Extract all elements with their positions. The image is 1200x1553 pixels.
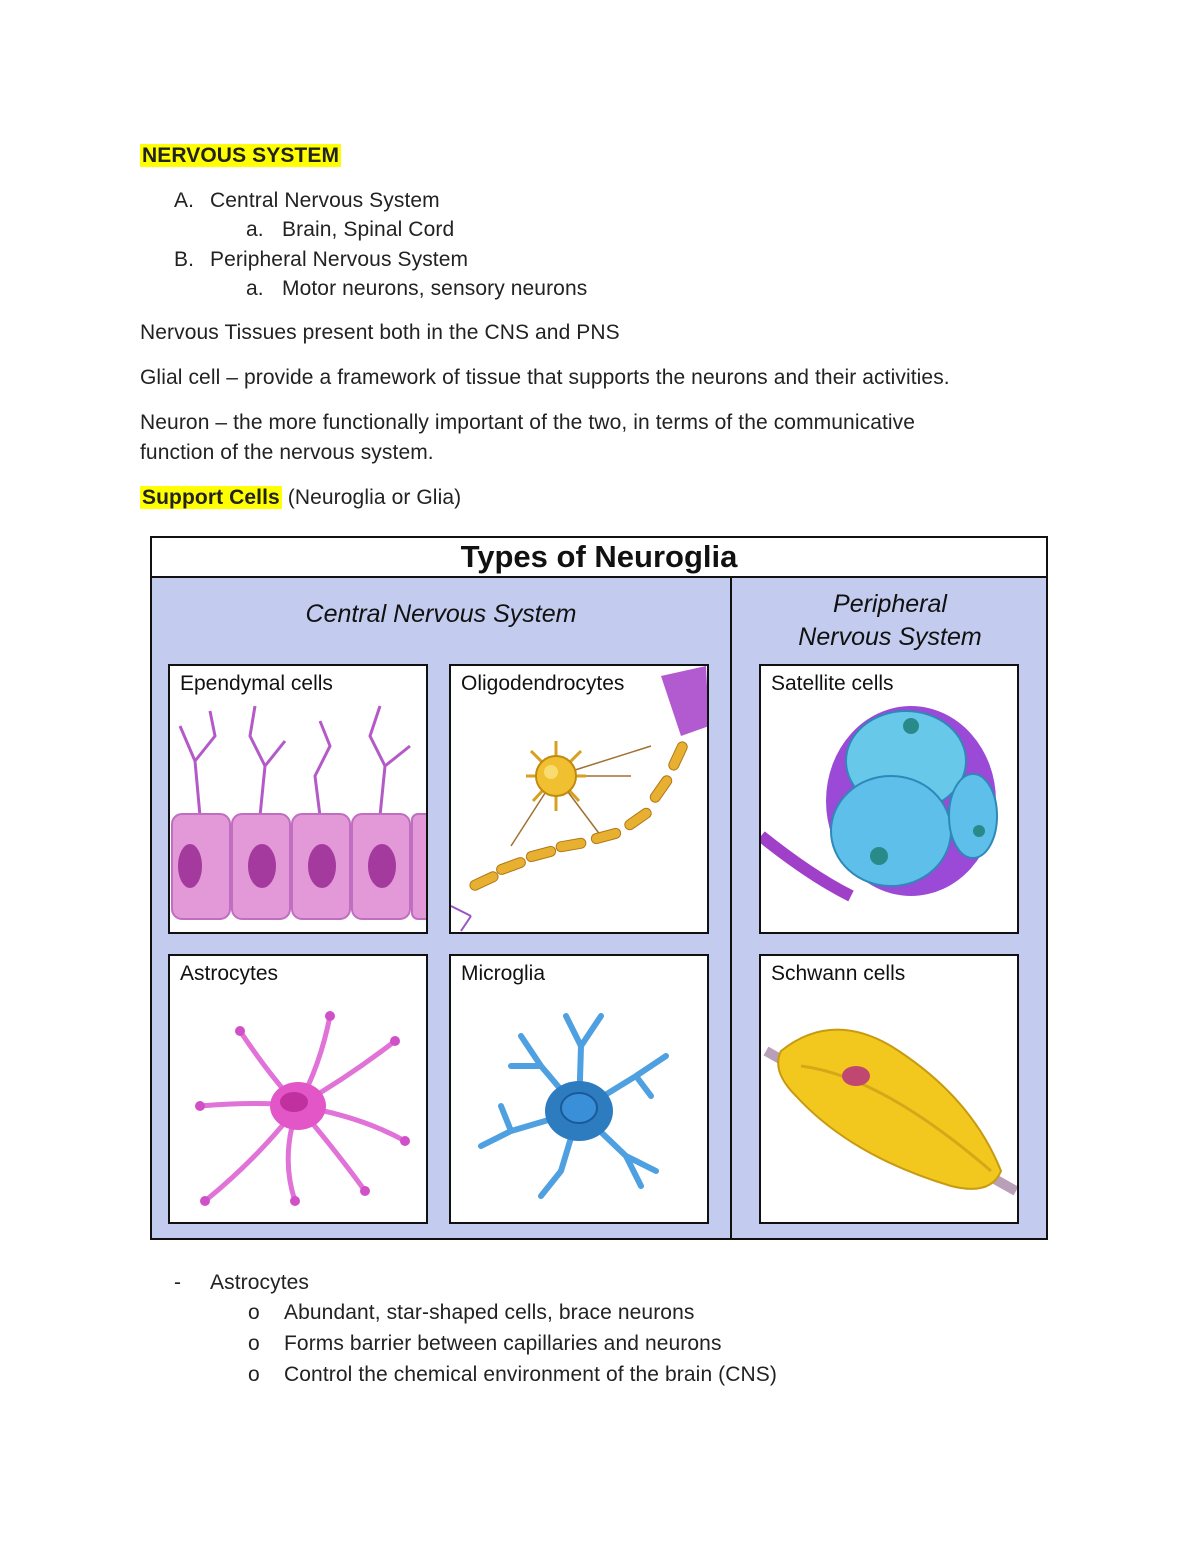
panel-microglia <box>449 954 709 1224</box>
outline-marker: a. <box>246 277 264 300</box>
outline-marker: B. <box>174 248 195 271</box>
bullet-marker: o <box>248 1332 260 1355</box>
satellite-cells-illustration <box>761 666 1019 934</box>
astrocytes-illustration <box>170 956 428 1224</box>
list-title-text: Astrocytes <box>210 1271 310 1294</box>
support-cells-line <box>140 484 461 512</box>
cns-heading: Central Nervous System <box>305 600 577 628</box>
panel-label: Schwann cells <box>771 962 906 985</box>
outline-subitem-b <box>246 275 587 303</box>
oligodendrocytes-illustration <box>451 666 709 934</box>
page-heading <box>140 142 341 170</box>
ependymal-cells-illustration <box>170 666 428 934</box>
astrocytes-list-item <box>248 1330 722 1358</box>
list-item-text: Control the chemical environment of the brain (CNS) <box>284 1363 777 1386</box>
panel-oligodendrocytes <box>449 664 709 934</box>
heading-highlight: NERVOUS SYSTEM <box>142 144 340 167</box>
outline-item-a <box>174 187 440 215</box>
bullet-marker: o <box>248 1363 260 1386</box>
panel-label: Microglia <box>461 962 546 985</box>
neuroglia-figure <box>150 536 1048 1240</box>
support-cells-highlight: Support Cells <box>142 486 280 509</box>
pns-heading-line1: Peripheral <box>833 590 947 618</box>
panel-label: Satellite cells <box>771 672 894 695</box>
list-item-text: Abundant, star-shaped cells, brace neurons <box>284 1301 695 1324</box>
astrocytes-list-item <box>248 1361 777 1389</box>
outline-text: Motor neurons, sensory neurons <box>282 277 588 300</box>
outline-text: Central Nervous System <box>210 189 440 212</box>
panel-satellite <box>759 664 1019 934</box>
pns-heading-line2: Nervous System <box>798 623 982 651</box>
outline-marker: a. <box>246 218 264 241</box>
panel-schwann <box>759 954 1019 1224</box>
list-item-text: Forms barrier between capillaries and neurons <box>284 1332 722 1355</box>
figure-title: Types of Neuroglia <box>152 538 1046 578</box>
panel-label: Astrocytes <box>180 962 279 985</box>
paragraph-neuron-line1: Neuron – the more functionally important of the two, in terms of the communicative <box>140 411 916 434</box>
paragraph-glial: Glial cell – provide a framework of tissue that supports the neurons and their activities. <box>140 366 950 389</box>
list-dash-marker: - <box>174 1271 182 1294</box>
bullet-marker: o <box>248 1301 260 1324</box>
outline-item-b <box>174 246 468 274</box>
panel-label: Ependymal cells <box>180 672 333 695</box>
paragraph-neuron-line2: function of the nervous system. <box>140 441 434 464</box>
panel-label: Oligodendrocytes <box>461 672 625 695</box>
astrocytes-list-title <box>174 1269 309 1297</box>
support-cells-rest: (Neuroglia or Glia) <box>287 486 462 509</box>
outline-marker: A. <box>174 189 195 212</box>
outline-text: Brain, Spinal Cord <box>282 218 455 241</box>
schwann-cells-illustration <box>761 956 1019 1224</box>
panel-astrocytes <box>168 954 428 1224</box>
paragraph-tissues: Nervous Tissues present both in the CNS and PNS <box>140 321 620 344</box>
panel-ependymal <box>168 664 428 934</box>
outline-text: Peripheral Nervous System <box>210 248 469 271</box>
astrocytes-list-item <box>248 1299 694 1327</box>
outline-subitem-a <box>246 216 454 244</box>
figure-divider <box>730 578 732 1238</box>
microglia-illustration <box>451 956 709 1224</box>
